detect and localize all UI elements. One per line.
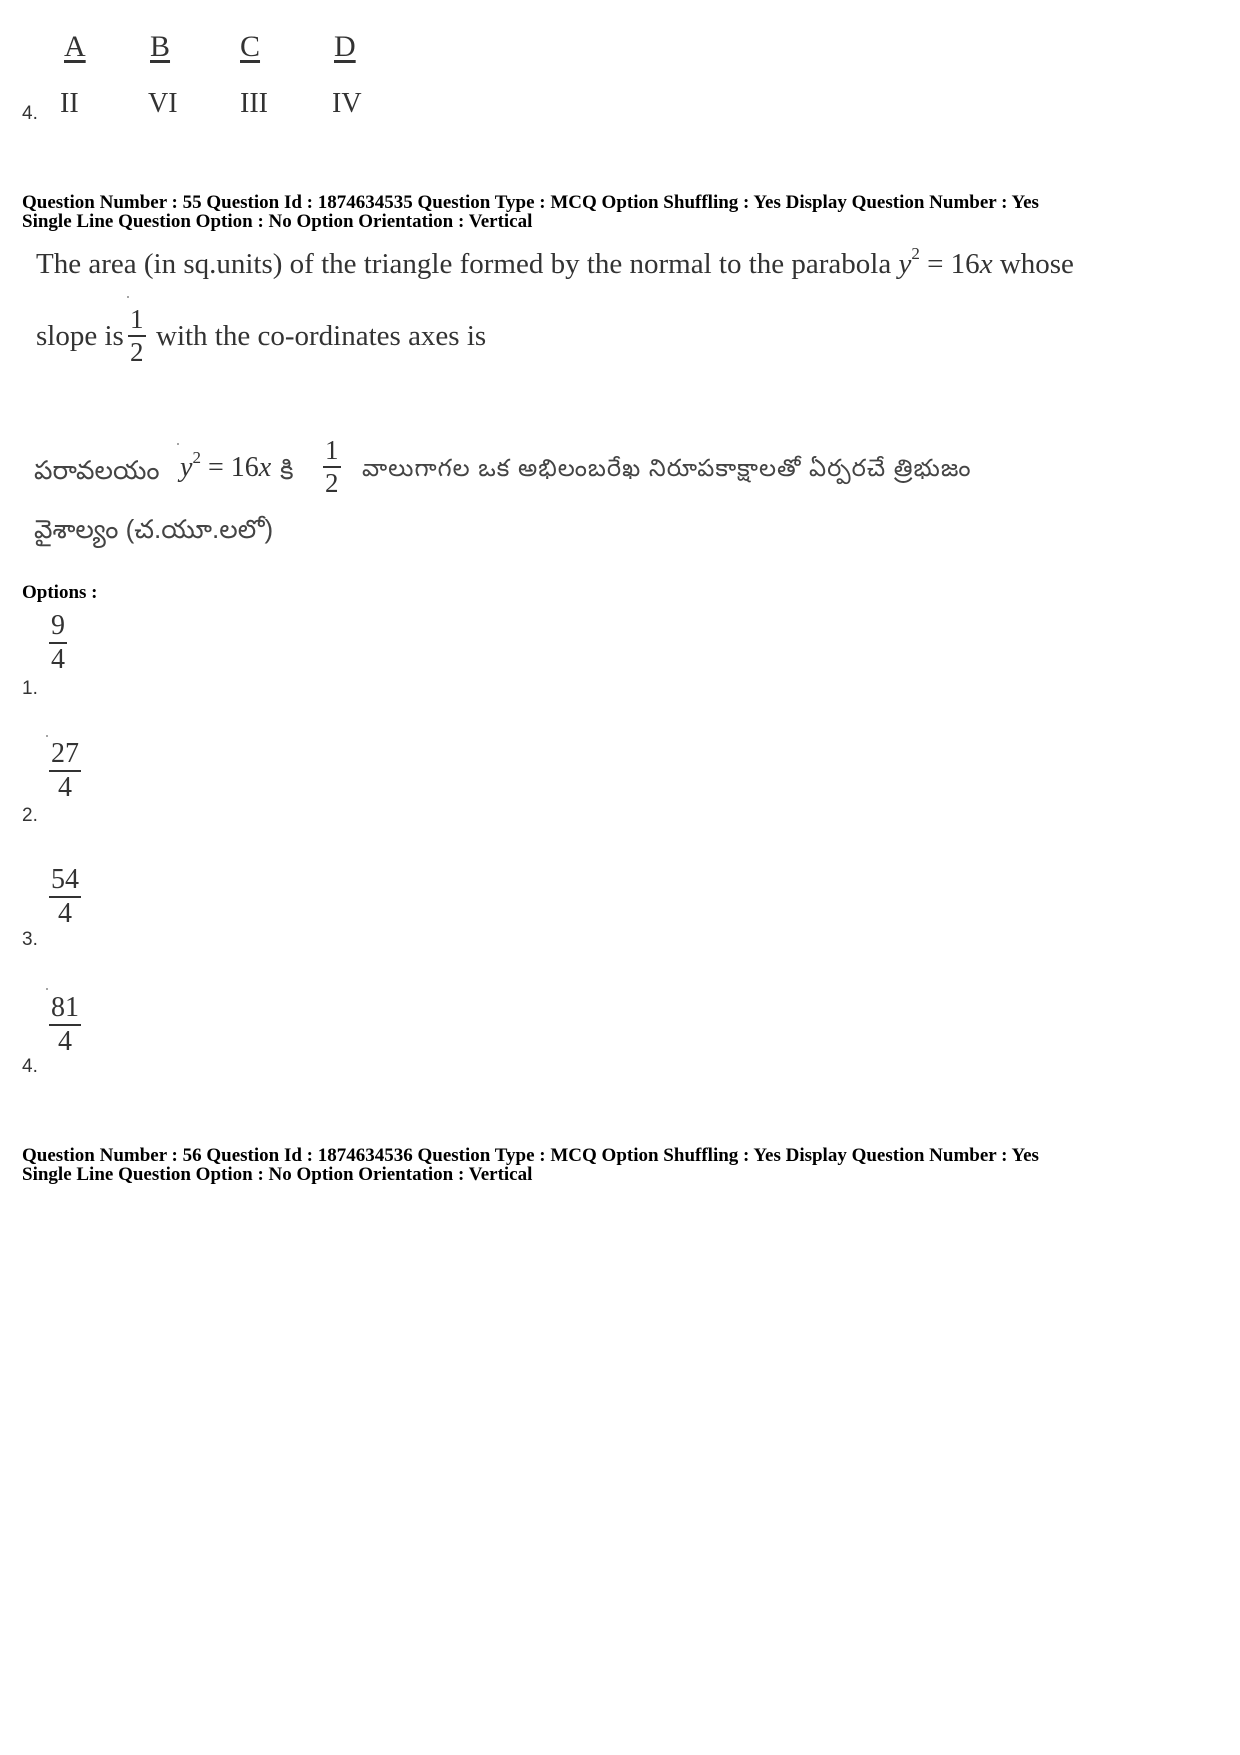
equation-exponent: 2	[911, 244, 920, 263]
option-fraction	[49, 992, 81, 1058]
scan-speck	[46, 988, 48, 990]
column-header-b: B	[150, 30, 171, 63]
option-numerator: 54	[51, 864, 79, 895]
equation-variable: y	[898, 248, 912, 280]
equation-exponent: 2	[192, 448, 201, 467]
option-numerator: 27	[51, 738, 79, 769]
option-fraction	[49, 864, 81, 930]
scan-speck	[177, 443, 179, 445]
column-header-a: A	[64, 30, 86, 63]
question-text-telugu-rest: వాలుగాగల ఒక అభిలంబరేఖ నిరూపకాక్షాలతో ఏర్పరచే త్రిభుజం	[362, 455, 972, 482]
question-text-telugu-line2: వైశాల్యం (చ.యూ.లలో)	[34, 514, 274, 544]
option-value-a: II	[60, 88, 79, 119]
question-meta-line1: Question Number : 56 Question Id : 1874634536 Question Type : MCQ Option Shuffling : Yes Display Question Number : Yes	[22, 1145, 1039, 1166]
option-denominator: 4	[58, 772, 72, 803]
option-numerator: 81	[51, 992, 79, 1023]
option-number: 1.	[22, 678, 38, 699]
option-fraction	[49, 738, 81, 804]
equation-rest: = 16	[919, 248, 980, 280]
option-value-b: VI	[148, 88, 178, 119]
option-number: 3.	[22, 929, 38, 950]
option-number: 4.	[22, 1056, 38, 1077]
option-value-c: III	[240, 88, 268, 119]
slope-denominator: 2	[325, 468, 339, 498]
question-text-english-line1	[36, 244, 1074, 281]
option-denominator: 4	[58, 1026, 72, 1057]
question-text-english-line2-start: slope is	[36, 320, 124, 352]
telugu-slope-fraction	[323, 435, 341, 499]
slope-fraction	[128, 304, 146, 368]
equation-rest: = 16	[200, 452, 259, 483]
question-text-part2: whose	[992, 248, 1074, 280]
question-meta-line2: Single Line Question Option : No Option Orientation : Vertical	[22, 1164, 533, 1185]
option-number: 4.	[22, 103, 38, 124]
option-value-d: IV	[332, 88, 362, 119]
option-denominator: 4	[58, 898, 72, 929]
question-meta-line2: Single Line Question Option : No Option Orientation : Vertical	[22, 211, 533, 232]
option-number: 2.	[22, 805, 38, 826]
question-text-telugu-start: పరావలయం	[34, 455, 160, 485]
option-denominator: 4	[51, 644, 65, 675]
question-meta-line1: Question Number : 55 Question Id : 1874634535 Question Type : MCQ Option Shuffling : Yes Display Question Number : Yes	[22, 192, 1039, 213]
slope-numerator: 1	[325, 435, 339, 465]
equation-x: x	[979, 248, 993, 280]
slope-numerator: 1	[130, 304, 144, 334]
question-text-english-line2-end: with the co-ordinates axes is	[156, 320, 487, 352]
column-header-c: C	[240, 30, 261, 63]
scan-speck	[127, 296, 129, 298]
question-text-part1: The area (in sq.units) of the triangle formed by the normal to the parabola	[36, 248, 899, 280]
options-label: Options :	[22, 582, 98, 603]
option-fraction	[49, 610, 67, 676]
equation-x: x	[258, 452, 272, 483]
equation-variable: y	[180, 452, 193, 483]
column-header-d: D	[334, 30, 356, 63]
scan-speck	[46, 735, 48, 737]
slope-denominator: 2	[130, 337, 144, 367]
option-numerator: 9	[51, 610, 65, 641]
telugu-ki: కి	[280, 455, 294, 485]
telugu-equation	[180, 448, 272, 484]
